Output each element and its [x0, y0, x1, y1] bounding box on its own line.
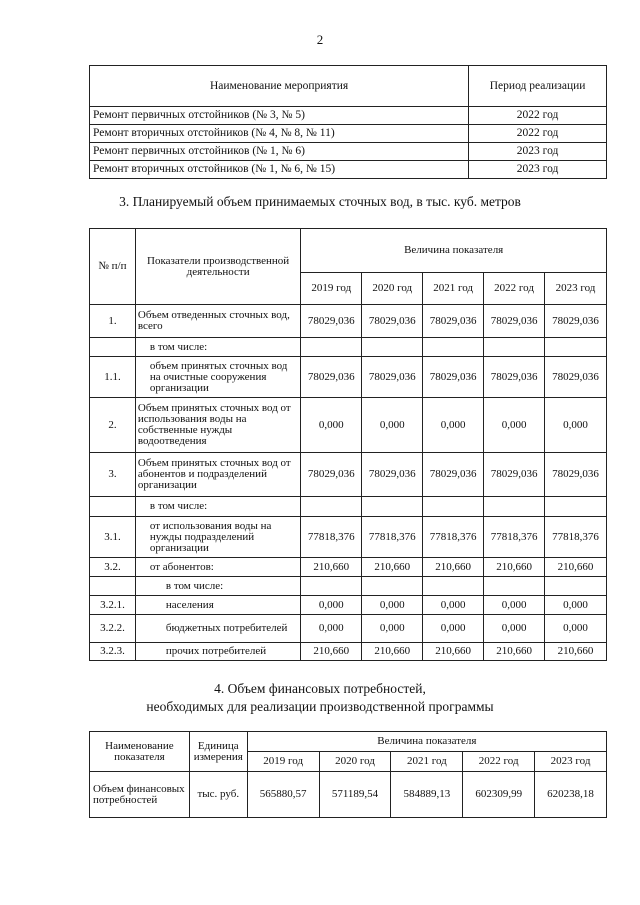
row-value — [362, 497, 423, 517]
row-value: 78029,036 — [484, 357, 545, 398]
row-value: 0,000 — [484, 398, 545, 453]
row-value — [545, 338, 607, 357]
year-header: 2019 год — [247, 752, 319, 772]
row-value: 78029,036 — [545, 453, 607, 497]
row-value: 78029,036 — [484, 453, 545, 497]
row-value — [484, 577, 545, 596]
row-value: 210,660 — [423, 558, 484, 577]
row-value: 210,660 — [484, 643, 545, 661]
row-num — [90, 577, 136, 596]
row-value: 565880,57 — [247, 772, 319, 818]
year-header: 2021 год — [423, 273, 484, 305]
row-label: объем принятых сточных вод на очистные сооружения организации — [135, 357, 300, 398]
financial-needs-table — [89, 731, 607, 818]
row-num: 1. — [90, 305, 136, 338]
year-header: 2023 год — [535, 752, 607, 772]
section4-title — [0, 680, 640, 716]
row-value: 0,000 — [545, 398, 607, 453]
row-value — [484, 497, 545, 517]
row-num: 3. — [90, 453, 136, 497]
table-row — [90, 161, 607, 179]
table-row — [90, 125, 607, 143]
row-label: Объем финансовых потребностей — [90, 772, 190, 818]
events-table — [89, 65, 607, 179]
row-value: 77818,376 — [362, 517, 423, 558]
row-value — [362, 577, 423, 596]
row-value: 78029,036 — [362, 453, 423, 497]
row-unit: тыс. руб. — [189, 772, 247, 818]
row-value: 78029,036 — [301, 357, 362, 398]
event-period: 2022 год — [469, 107, 607, 125]
table-row — [90, 558, 607, 577]
table-row — [90, 338, 607, 357]
event-name: Ремонт первичных отстойников (№ 3, № 5) — [90, 107, 469, 125]
row-value: 584889,13 — [391, 772, 463, 818]
row-value: 210,660 — [301, 558, 362, 577]
table-row — [90, 398, 607, 453]
row-value: 0,000 — [545, 615, 607, 643]
year-header: 2023 год — [545, 273, 607, 305]
row-label: в том числе: — [135, 338, 300, 357]
year-header: 2020 год — [319, 752, 391, 772]
row-value: 0,000 — [423, 615, 484, 643]
row-num: 3.1. — [90, 517, 136, 558]
row-value — [301, 577, 362, 596]
row-value: 620238,18 — [535, 772, 607, 818]
row-value — [362, 338, 423, 357]
row-value: 78029,036 — [423, 357, 484, 398]
table-row — [90, 615, 607, 643]
table-row — [90, 357, 607, 398]
row-value: 0,000 — [423, 398, 484, 453]
row-value: 0,000 — [545, 596, 607, 615]
row-value: 78029,036 — [545, 357, 607, 398]
row-value: 0,000 — [301, 596, 362, 615]
row-label: бюджетных потребителей — [135, 615, 300, 643]
row-num — [90, 497, 136, 517]
event-period: 2023 год — [469, 161, 607, 179]
row-value — [545, 497, 607, 517]
row-value: 78029,036 — [484, 305, 545, 338]
col-value-header: Величина показателя — [247, 732, 606, 752]
row-value: 210,660 — [301, 643, 362, 661]
row-value: 77818,376 — [423, 517, 484, 558]
row-value — [301, 497, 362, 517]
row-value: 78029,036 — [423, 305, 484, 338]
row-value — [545, 577, 607, 596]
year-header: 2019 год — [301, 273, 362, 305]
row-value: 210,660 — [545, 558, 607, 577]
row-value: 0,000 — [301, 615, 362, 643]
row-value: 77818,376 — [301, 517, 362, 558]
row-label: от использования воды на нужды подразделений организации — [135, 517, 300, 558]
row-num — [90, 338, 136, 357]
section4-title-line1: 4. Объем финансовых потребностей, — [214, 681, 426, 696]
row-value: 210,660 — [545, 643, 607, 661]
row-value: 210,660 — [362, 558, 423, 577]
header-row — [90, 732, 607, 752]
row-value: 0,000 — [362, 615, 423, 643]
year-header: 2022 год — [484, 273, 545, 305]
row-value — [484, 338, 545, 357]
row-value: 78029,036 — [362, 305, 423, 338]
row-label: в том числе: — [135, 497, 300, 517]
year-header: 2020 год — [362, 273, 423, 305]
table-row — [90, 497, 607, 517]
year-header: 2022 год — [463, 752, 535, 772]
event-period: 2022 год — [469, 125, 607, 143]
row-value: 0,000 — [423, 596, 484, 615]
row-value: 77818,376 — [484, 517, 545, 558]
row-value — [423, 338, 484, 357]
row-value: 78029,036 — [423, 453, 484, 497]
year-header: 2021 год — [391, 752, 463, 772]
section3-title: 3. Планируемый объем принимаемых сточных вод, в тыс. куб. метров — [119, 194, 521, 209]
row-value: 78029,036 — [301, 305, 362, 338]
section4-title-line2: необходимых для реализации производственной программы — [146, 699, 494, 714]
row-value: 0,000 — [484, 615, 545, 643]
row-value: 78029,036 — [545, 305, 607, 338]
event-name: Ремонт первичных отстойников (№ 1, № 6) — [90, 143, 469, 161]
row-value: 602309,99 — [463, 772, 535, 818]
row-value: 0,000 — [362, 398, 423, 453]
table-row — [90, 643, 607, 661]
row-value: 210,660 — [362, 643, 423, 661]
row-num: 2. — [90, 398, 136, 453]
row-num: 3.2.2. — [90, 615, 136, 643]
table-row — [90, 772, 607, 818]
table-row — [90, 453, 607, 497]
row-value — [301, 338, 362, 357]
col-num-header: № п/п — [90, 229, 136, 305]
row-num: 1.1. — [90, 357, 136, 398]
table-row — [90, 577, 607, 596]
row-label: населения — [135, 596, 300, 615]
table-row — [90, 305, 607, 338]
row-value: 78029,036 — [301, 453, 362, 497]
row-label: Объем отведенных сточных вод, всего — [135, 305, 300, 338]
row-label: Объем принятых сточных вод от использования воды на собственные нужды водоотведения — [135, 398, 300, 453]
events-col-period: Период реализации — [469, 66, 607, 107]
col-indicator-header: Наименование показателя — [90, 732, 190, 772]
row-value: 210,660 — [484, 558, 545, 577]
row-value: 571189,54 — [319, 772, 391, 818]
row-value: 0,000 — [301, 398, 362, 453]
row-label: от абонентов: — [135, 558, 300, 577]
table-row — [90, 107, 607, 125]
row-num: 3.2.3. — [90, 643, 136, 661]
row-value: 77818,376 — [545, 517, 607, 558]
row-num: 3.2.1. — [90, 596, 136, 615]
events-col-name: Наименование мероприятия — [90, 66, 469, 107]
row-value: 210,660 — [423, 643, 484, 661]
row-value — [423, 497, 484, 517]
row-value: 0,000 — [362, 596, 423, 615]
table-row — [90, 143, 607, 161]
col-indicator-header: Показатели производственной деятельности — [135, 229, 300, 305]
row-label: прочих потребителей — [135, 643, 300, 661]
table-row — [90, 517, 607, 558]
row-label: Объем принятых сточных вод от абонентов и подразделений организации — [135, 453, 300, 497]
col-unit-header: Единица измерения — [189, 732, 247, 772]
row-value — [423, 577, 484, 596]
event-name: Ремонт вторичных отстойников (№ 1, № 6, № 15) — [90, 161, 469, 179]
row-num: 3.2. — [90, 558, 136, 577]
header-row — [90, 229, 607, 273]
row-label: в том числе: — [135, 577, 300, 596]
table-row — [90, 596, 607, 615]
page-number: 2 — [316, 32, 324, 47]
wastewater-volume-table — [89, 228, 607, 661]
row-value: 0,000 — [484, 596, 545, 615]
events-header-row — [90, 66, 607, 107]
event-period: 2023 год — [469, 143, 607, 161]
event-name: Ремонт вторичных отстойников (№ 4, № 8, № 11) — [90, 125, 469, 143]
row-value: 78029,036 — [362, 357, 423, 398]
col-value-header: Величина показателя — [301, 229, 607, 273]
